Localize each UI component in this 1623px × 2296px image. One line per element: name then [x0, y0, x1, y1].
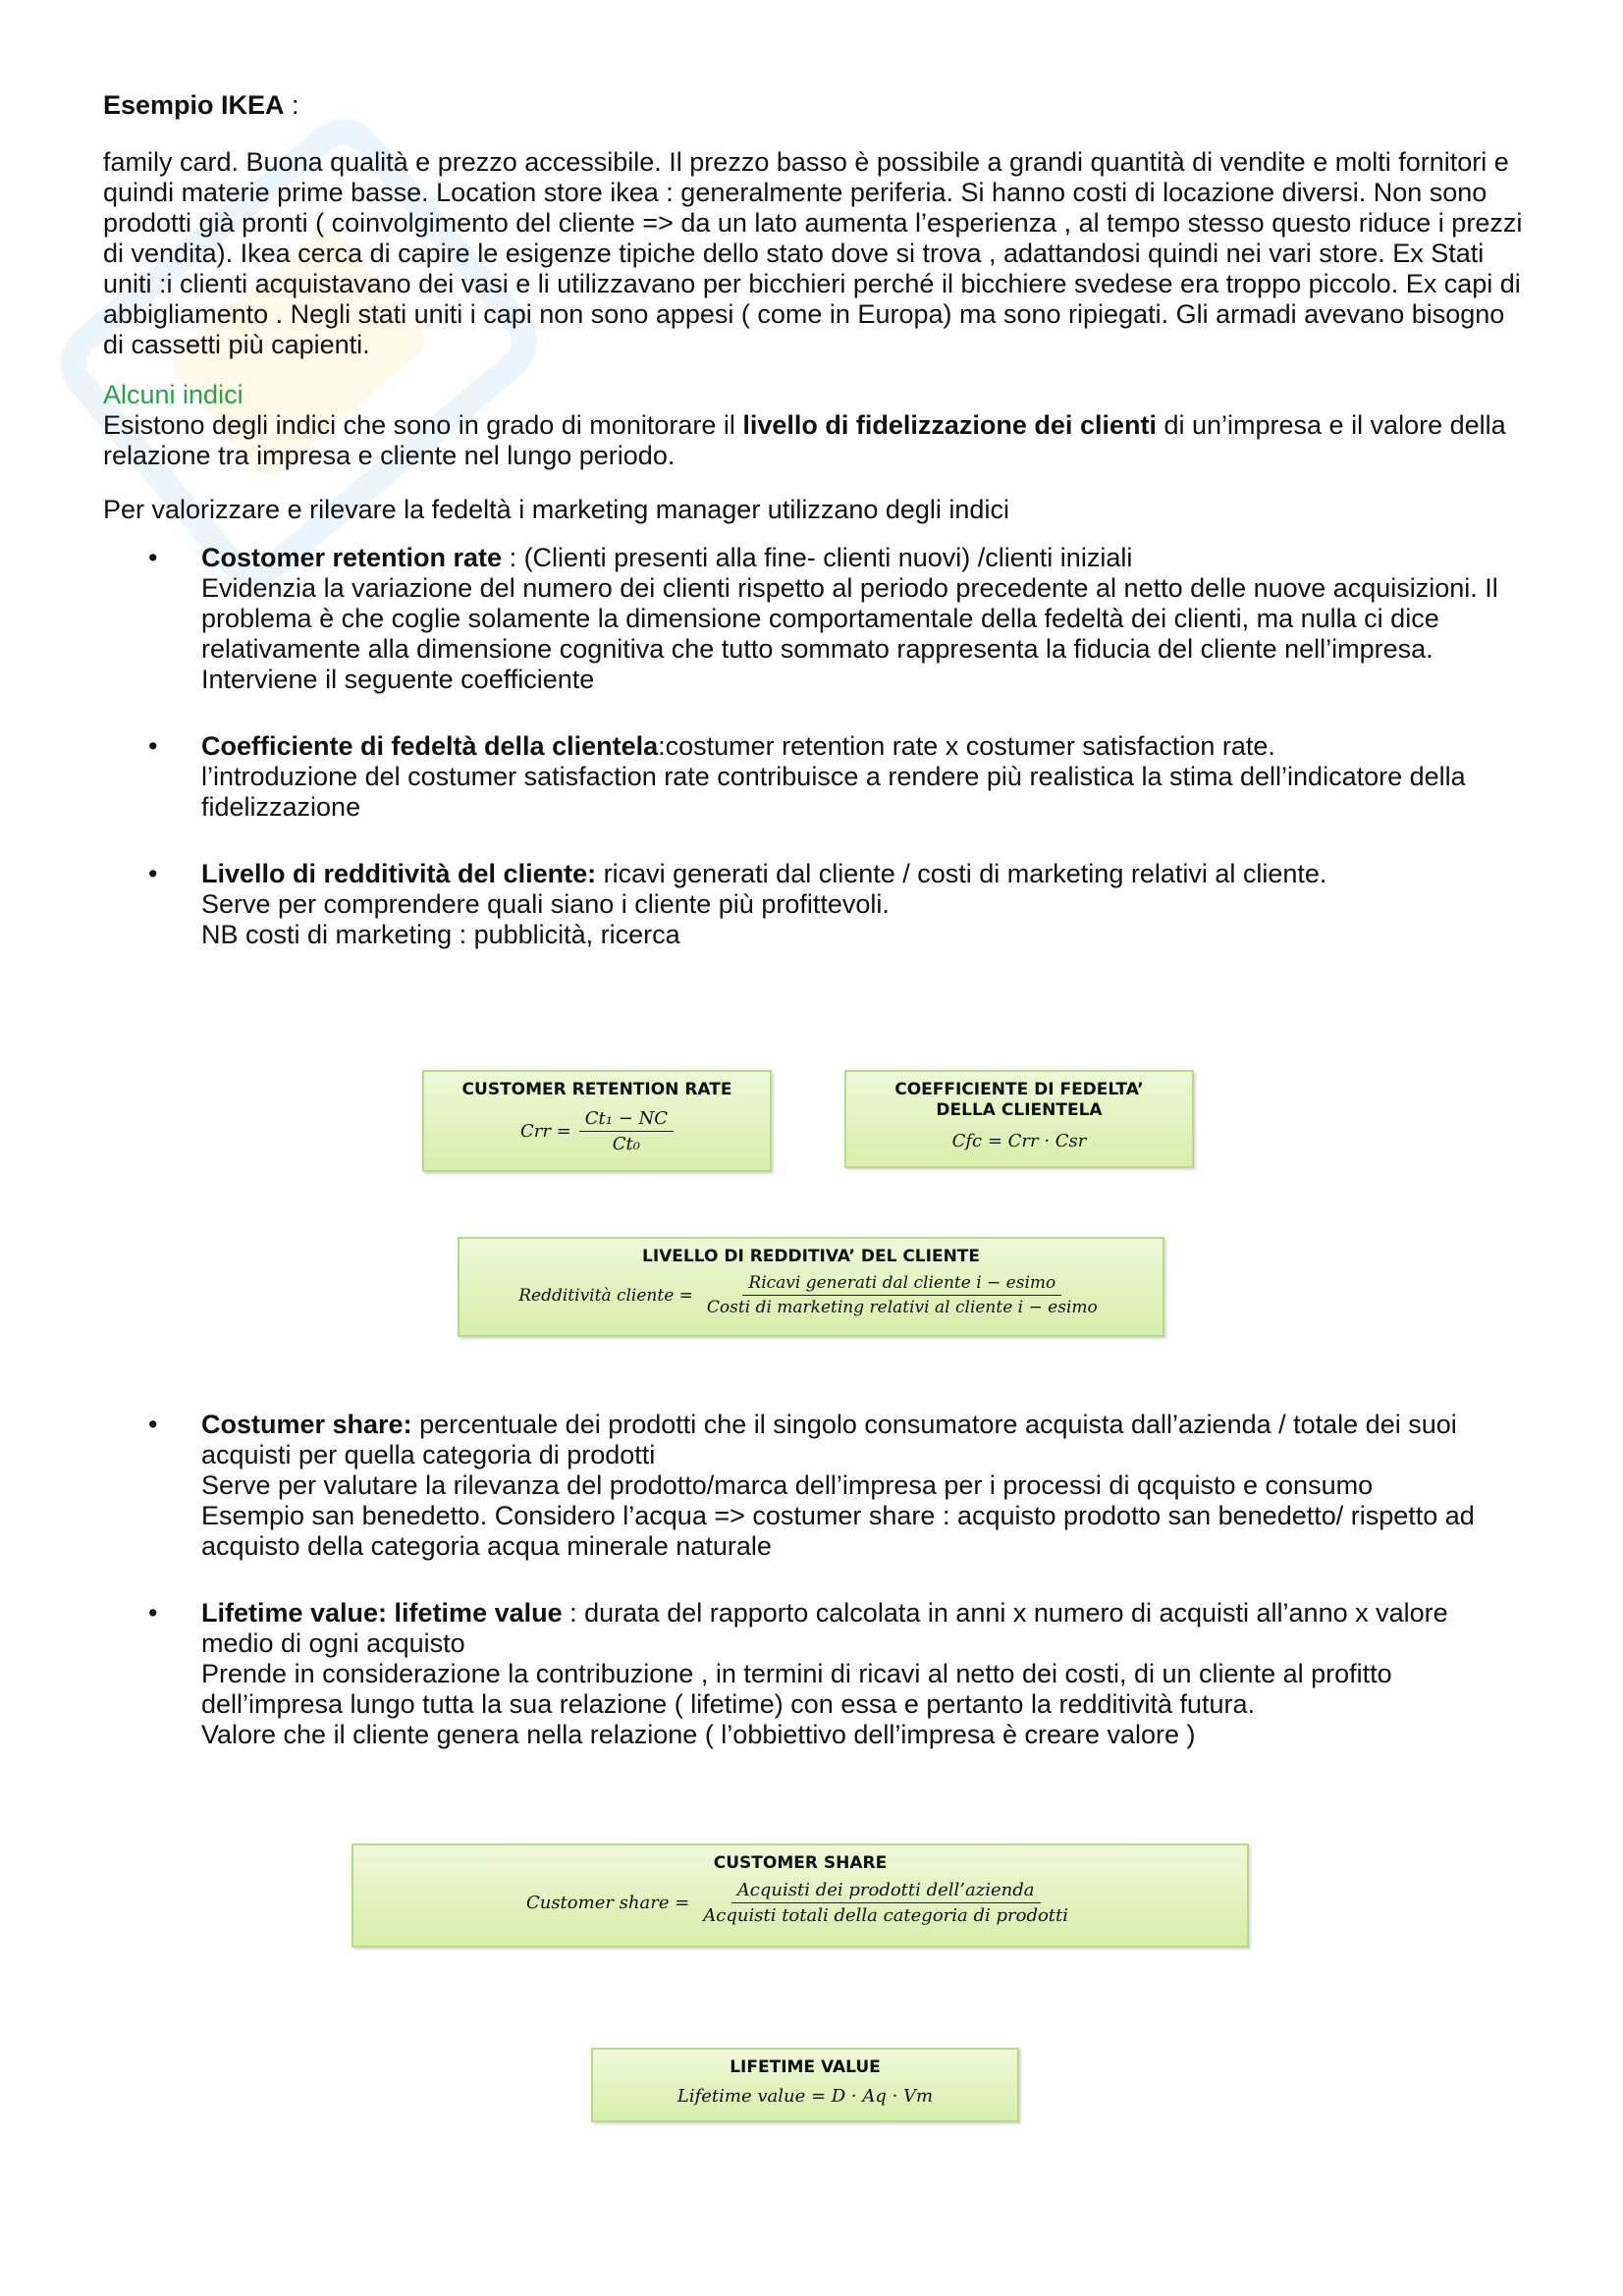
section-title: Alcuni indici [103, 380, 243, 409]
indices-paragraph: Esistono degli indici che sono in grado di monitorare il livello di fidelizzazione dei clienti di un’impresa e il valore della relazione tra impresa e cliente nel lungo periodo. [103, 410, 1506, 470]
formula-customer-retention-rate: CUSTOMER RETENTION RATE Crr = $\frac{\text{Ct₁ − NC}}{\text{Ct₀}}$ [422, 1070, 772, 1172]
indices-list [103, 543, 1527, 950]
list-item: • Livello di redditività del cliente: ricavi generati dal cliente / costi di marketing relativi al cliente. Serve per comprendere quali siano i cliente più profittevoli. NB costi di marketing : pubblicità, ricerca [103, 859, 1527, 950]
list-item: • Coefficiente di fedeltà della clientela:costumer retention rate x costumer satisfaction rate. l’introduzione del costumer satisfaction rate contribuisce a rendere più realistica la stima dell’indicatore della fidelizzazione [103, 731, 1527, 823]
formula-lifetime-value: LIFETIME VALUE Lifetime value = D · Aq · Vm [591, 2048, 1019, 2122]
list-item: • Lifetime value: lifetime value : durata del rapporto calcolata in anni x numero di acquisti all’anno x valore medio di ogni acquisto Prende in considerazione la contribuzione , in termini di ricavi al netto dei costi, di un cliente al profitto dell’impresa lungo tutta la sua relazione ( lifetime) con essa e pertanto la redditività futura. Valore che il cliente genera nella relazione ( l’obbiettivo dell’impresa è creare valore ) [103, 1598, 1527, 1750]
marketing-paragraph: Per valorizzare e rilevare la fedeltà i marketing manager utilizzano degli indici [103, 495, 1009, 524]
document-body [103, 90, 1527, 987]
intro-paragraph: family card. Buona qualità e prezzo accessibile. Il prezzo basso è possibile a grandi quantità di vendite e molti fornitori e quindi materie prime basse. Location store ikea : generalmente periferia. Si hanno costi di locazione diversi. Non sono prodotti già pronti ( coinvolgimento del cliente => da un lato aumenta l’esperienza , al tempo stesso questo riduce i prezzi di vendita). Ikea cerca di capire le esigenze tipiche dello stato dove si trova , adattandosi quindi nei vari store. Ex Stati uniti :i clienti acquistavano dei vasi e li utilizzavano per bicchieri perché il bicchiere svedese era troppo piccolo. Ex capi di abbigliamento . Negli stati uniti i capi non sono appesi ( come in Europa) ma sono ripiegati. Gli armadi avevano bisogno di cassetti più capienti. [103, 147, 1523, 359]
document-body-2 [103, 1410, 1527, 1787]
formula-customer-share: CUSTOMER SHARE Customer share = $\frac{\text{Acquisti dei prodotti dell’azienda}}{\text{Acquisti totali della categoria di prodotti}}$ [352, 1843, 1249, 1948]
list-item: • Costomer retention rate : (Clienti presenti alla fine- clienti nuovi) /clienti iniziali Evidenzia la variazione del numero dei clienti rispetto al periodo precedente al netto delle nuove acquisizioni. Il problema è che coglie solamente la dimensione comportamentale della fedeltà dei clienti, ma nulla ci dice relativamente alla dimensione cognitiva che tutto sommato rappresenta la fiducia del cliente nell’impresa. Interviene il seguente coefficiente [103, 543, 1527, 695]
indices-list-2 [103, 1410, 1527, 1750]
page-heading: Esempio IKEA : [103, 90, 299, 120]
formula-coefficiente-fedelta: COEFFICIENTE DI FEDELTA’ DELLA CLIENTELA Cfc = Crr · Csr [844, 1070, 1194, 1168]
formula-livello-redditivita: LIVELLO DI REDDITIVA’ DEL CLIENTE Redditività cliente = $\frac{\text{Ricavi generati dal cliente i − esimo}}{\text{Costi di marketing relativi al cliente i − esimo}}$ [458, 1237, 1164, 1337]
list-item: • Costumer share: percentuale dei prodotti che il singolo consumatore acquista dall’azienda / totale dei suoi acquisti per quella categoria di prodotti Serve per valutare la rilevanza del prodotto/marca dell’impresa per i processi di qcquisto e consumo Esempio san benedetto. Considero l’acqua => costumer share : acquisto prodotto san benedetto/ rispetto ad acquisto della categoria acqua minerale naturale [103, 1410, 1527, 1562]
